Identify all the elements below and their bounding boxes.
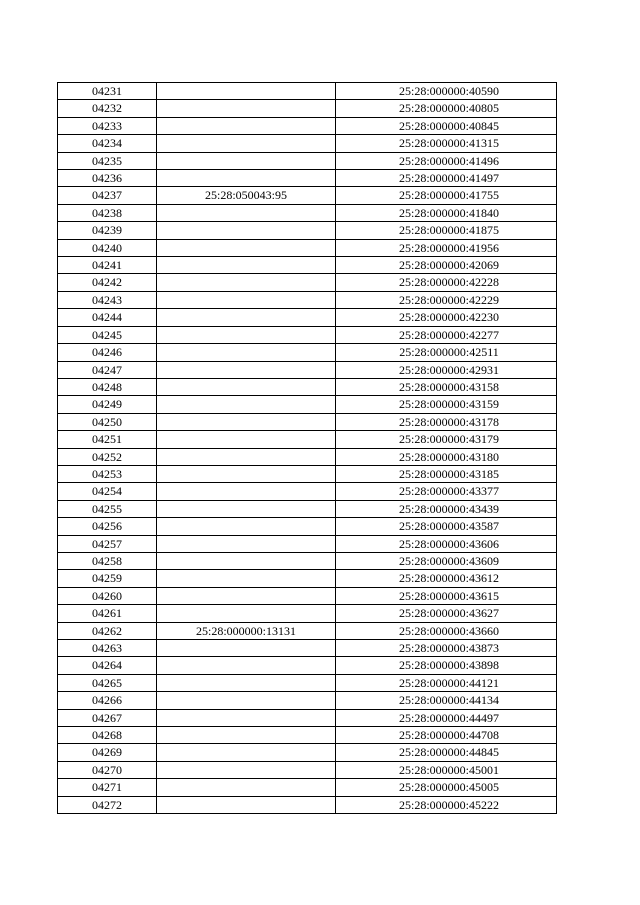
parent-number-cell bbox=[157, 100, 336, 117]
cadastral-number-cell: 25:28:000000:43660 bbox=[336, 622, 557, 639]
cadastral-number-cell: 25:28:000000:43606 bbox=[336, 535, 557, 552]
table-row bbox=[58, 465, 557, 482]
parent-number-cell bbox=[157, 257, 336, 274]
cadastral-number-cell: 25:28:000000:43609 bbox=[336, 552, 557, 569]
table-row bbox=[58, 431, 557, 448]
row-number-cell: 04238 bbox=[58, 204, 157, 221]
parent-number-cell bbox=[157, 500, 336, 517]
parent-number-cell bbox=[157, 483, 336, 500]
table-row bbox=[58, 117, 557, 134]
cadastral-number-cell: 25:28:000000:40805 bbox=[336, 100, 557, 117]
row-number-cell: 04242 bbox=[58, 274, 157, 291]
row-number-cell: 04259 bbox=[58, 570, 157, 587]
parent-number-cell bbox=[157, 396, 336, 413]
row-number-cell: 04261 bbox=[58, 605, 157, 622]
cadastral-number-cell: 25:28:000000:44121 bbox=[336, 674, 557, 691]
parent-number-cell bbox=[157, 692, 336, 709]
row-number-cell: 04255 bbox=[58, 500, 157, 517]
cadastral-number-cell: 25:28:000000:44134 bbox=[336, 692, 557, 709]
row-number-cell: 04264 bbox=[58, 657, 157, 674]
parent-number-cell bbox=[157, 344, 336, 361]
parent-number-cell bbox=[157, 552, 336, 569]
table-row bbox=[58, 187, 557, 204]
table-row bbox=[58, 518, 557, 535]
table-row bbox=[58, 83, 557, 100]
parent-number-cell bbox=[157, 465, 336, 482]
parent-number-cell bbox=[157, 657, 336, 674]
cadastral-number-cell: 25:28:000000:42931 bbox=[336, 361, 557, 378]
row-number-cell: 04271 bbox=[58, 779, 157, 796]
table-row bbox=[58, 709, 557, 726]
cadastral-number-cell: 25:28:000000:42277 bbox=[336, 326, 557, 343]
parent-number-cell bbox=[157, 361, 336, 378]
parent-number-cell bbox=[157, 674, 336, 691]
table-row bbox=[58, 587, 557, 604]
row-number-cell: 04249 bbox=[58, 396, 157, 413]
cadastral-number-cell: 25:28:000000:43615 bbox=[336, 587, 557, 604]
cadastral-number-cell: 25:28:000000:45001 bbox=[336, 761, 557, 778]
parent-number-cell bbox=[157, 309, 336, 326]
cadastral-number-cell: 25:28:000000:42069 bbox=[336, 257, 557, 274]
parent-number-cell bbox=[157, 431, 336, 448]
cadastral-number-cell: 25:28:000000:43439 bbox=[336, 500, 557, 517]
parent-number-cell bbox=[157, 570, 336, 587]
parent-number-cell bbox=[157, 222, 336, 239]
row-number-cell: 04252 bbox=[58, 448, 157, 465]
cadastral-number-cell: 25:28:000000:41956 bbox=[336, 239, 557, 256]
row-number-cell: 04231 bbox=[58, 83, 157, 100]
row-number-cell: 04235 bbox=[58, 152, 157, 169]
table-row bbox=[58, 291, 557, 308]
row-number-cell: 04269 bbox=[58, 744, 157, 761]
parent-number-cell bbox=[157, 239, 336, 256]
table-row bbox=[58, 674, 557, 691]
cadastral-number-cell: 25:28:000000:44497 bbox=[336, 709, 557, 726]
parent-number-cell bbox=[157, 326, 336, 343]
parent-number-cell bbox=[157, 204, 336, 221]
cadastral-number-cell: 25:28:000000:45222 bbox=[336, 796, 557, 813]
parent-number-cell bbox=[157, 170, 336, 187]
parent-number-cell: 25:28:050043:95 bbox=[157, 187, 336, 204]
cadastral-number-cell: 25:28:000000:43178 bbox=[336, 413, 557, 430]
row-number-cell: 04237 bbox=[58, 187, 157, 204]
cadastral-number-cell: 25:28:000000:43627 bbox=[336, 605, 557, 622]
parent-number-cell bbox=[157, 83, 336, 100]
table-row bbox=[58, 170, 557, 187]
table-row bbox=[58, 378, 557, 395]
cadastral-number-cell: 25:28:000000:43898 bbox=[336, 657, 557, 674]
table-row bbox=[58, 100, 557, 117]
parent-number-cell bbox=[157, 413, 336, 430]
parent-number-cell bbox=[157, 779, 336, 796]
row-number-cell: 04245 bbox=[58, 326, 157, 343]
cadastral-number-cell: 25:28:000000:42230 bbox=[336, 309, 557, 326]
table-row bbox=[58, 779, 557, 796]
cadastral-number-cell: 25:28:000000:41497 bbox=[336, 170, 557, 187]
row-number-cell: 04243 bbox=[58, 291, 157, 308]
parent-number-cell bbox=[157, 135, 336, 152]
row-number-cell: 04241 bbox=[58, 257, 157, 274]
table-row bbox=[58, 761, 557, 778]
row-number-cell: 04253 bbox=[58, 465, 157, 482]
row-number-cell: 04232 bbox=[58, 100, 157, 117]
cadastral-number-cell: 25:28:000000:44845 bbox=[336, 744, 557, 761]
table-row bbox=[58, 657, 557, 674]
table-body bbox=[58, 83, 557, 814]
table-row bbox=[58, 152, 557, 169]
table-row bbox=[58, 413, 557, 430]
cadastral-number-cell: 25:28:000000:42228 bbox=[336, 274, 557, 291]
table-row bbox=[58, 692, 557, 709]
cadastral-number-cell: 25:28:000000:43185 bbox=[336, 465, 557, 482]
table-row bbox=[58, 500, 557, 517]
cadastral-number-cell: 25:28:000000:41315 bbox=[336, 135, 557, 152]
row-number-cell: 04266 bbox=[58, 692, 157, 709]
row-number-cell: 04268 bbox=[58, 727, 157, 744]
table-row bbox=[58, 257, 557, 274]
cadastral-table bbox=[57, 82, 557, 814]
table-row bbox=[58, 361, 557, 378]
cadastral-number-cell: 25:28:000000:41755 bbox=[336, 187, 557, 204]
row-number-cell: 04236 bbox=[58, 170, 157, 187]
table-row bbox=[58, 448, 557, 465]
parent-number-cell bbox=[157, 152, 336, 169]
cadastral-number-cell: 25:28:000000:42229 bbox=[336, 291, 557, 308]
row-number-cell: 04233 bbox=[58, 117, 157, 134]
parent-number-cell bbox=[157, 796, 336, 813]
row-number-cell: 04240 bbox=[58, 239, 157, 256]
row-number-cell: 04244 bbox=[58, 309, 157, 326]
table-row bbox=[58, 796, 557, 813]
row-number-cell: 04272 bbox=[58, 796, 157, 813]
cadastral-number-cell: 25:28:000000:41496 bbox=[336, 152, 557, 169]
parent-number-cell bbox=[157, 274, 336, 291]
table-row bbox=[58, 326, 557, 343]
parent-number-cell bbox=[157, 761, 336, 778]
row-number-cell: 04263 bbox=[58, 640, 157, 657]
row-number-cell: 04239 bbox=[58, 222, 157, 239]
row-number-cell: 04234 bbox=[58, 135, 157, 152]
parent-number-cell bbox=[157, 117, 336, 134]
row-number-cell: 04258 bbox=[58, 552, 157, 569]
row-number-cell: 04254 bbox=[58, 483, 157, 500]
row-number-cell: 04257 bbox=[58, 535, 157, 552]
table-row bbox=[58, 483, 557, 500]
row-number-cell: 04256 bbox=[58, 518, 157, 535]
cadastral-number-cell: 25:28:000000:43158 bbox=[336, 378, 557, 395]
table-row bbox=[58, 570, 557, 587]
parent-number-cell bbox=[157, 709, 336, 726]
row-number-cell: 04248 bbox=[58, 378, 157, 395]
parent-number-cell bbox=[157, 448, 336, 465]
row-number-cell: 04247 bbox=[58, 361, 157, 378]
parent-number-cell bbox=[157, 518, 336, 535]
row-number-cell: 04262 bbox=[58, 622, 157, 639]
parent-number-cell bbox=[157, 640, 336, 657]
table-row bbox=[58, 552, 557, 569]
cadastral-number-cell: 25:28:000000:41840 bbox=[336, 204, 557, 221]
cadastral-number-cell: 25:28:000000:43180 bbox=[336, 448, 557, 465]
table-row bbox=[58, 239, 557, 256]
table-row bbox=[58, 396, 557, 413]
table-row bbox=[58, 535, 557, 552]
cadastral-number-cell: 25:28:000000:40845 bbox=[336, 117, 557, 134]
table-row bbox=[58, 744, 557, 761]
cadastral-number-cell: 25:28:000000:42511 bbox=[336, 344, 557, 361]
row-number-cell: 04251 bbox=[58, 431, 157, 448]
parent-number-cell: 25:28:000000:13131 bbox=[157, 622, 336, 639]
cadastral-number-cell: 25:28:000000:43377 bbox=[336, 483, 557, 500]
cadastral-number-cell: 25:28:000000:45005 bbox=[336, 779, 557, 796]
cadastral-number-cell: 25:28:000000:43179 bbox=[336, 431, 557, 448]
row-number-cell: 04250 bbox=[58, 413, 157, 430]
table-row bbox=[58, 274, 557, 291]
table-row bbox=[58, 640, 557, 657]
parent-number-cell bbox=[157, 727, 336, 744]
row-number-cell: 04246 bbox=[58, 344, 157, 361]
table-row bbox=[58, 309, 557, 326]
parent-number-cell bbox=[157, 605, 336, 622]
row-number-cell: 04267 bbox=[58, 709, 157, 726]
row-number-cell: 04265 bbox=[58, 674, 157, 691]
cadastral-number-cell: 25:28:000000:43873 bbox=[336, 640, 557, 657]
table-row bbox=[58, 222, 557, 239]
cadastral-number-cell: 25:28:000000:43159 bbox=[336, 396, 557, 413]
parent-number-cell bbox=[157, 378, 336, 395]
row-number-cell: 04260 bbox=[58, 587, 157, 604]
cadastral-number-cell: 25:28:000000:41875 bbox=[336, 222, 557, 239]
table-row bbox=[58, 344, 557, 361]
parent-number-cell bbox=[157, 587, 336, 604]
parent-number-cell bbox=[157, 535, 336, 552]
cadastral-number-cell: 25:28:000000:40590 bbox=[336, 83, 557, 100]
table-row bbox=[58, 727, 557, 744]
table-row bbox=[58, 622, 557, 639]
table-row bbox=[58, 204, 557, 221]
parent-number-cell bbox=[157, 744, 336, 761]
cadastral-number-cell: 25:28:000000:44708 bbox=[336, 727, 557, 744]
table-row bbox=[58, 605, 557, 622]
table-row bbox=[58, 135, 557, 152]
cadastral-number-cell: 25:28:000000:43612 bbox=[336, 570, 557, 587]
row-number-cell: 04270 bbox=[58, 761, 157, 778]
parent-number-cell bbox=[157, 291, 336, 308]
cadastral-number-cell: 25:28:000000:43587 bbox=[336, 518, 557, 535]
